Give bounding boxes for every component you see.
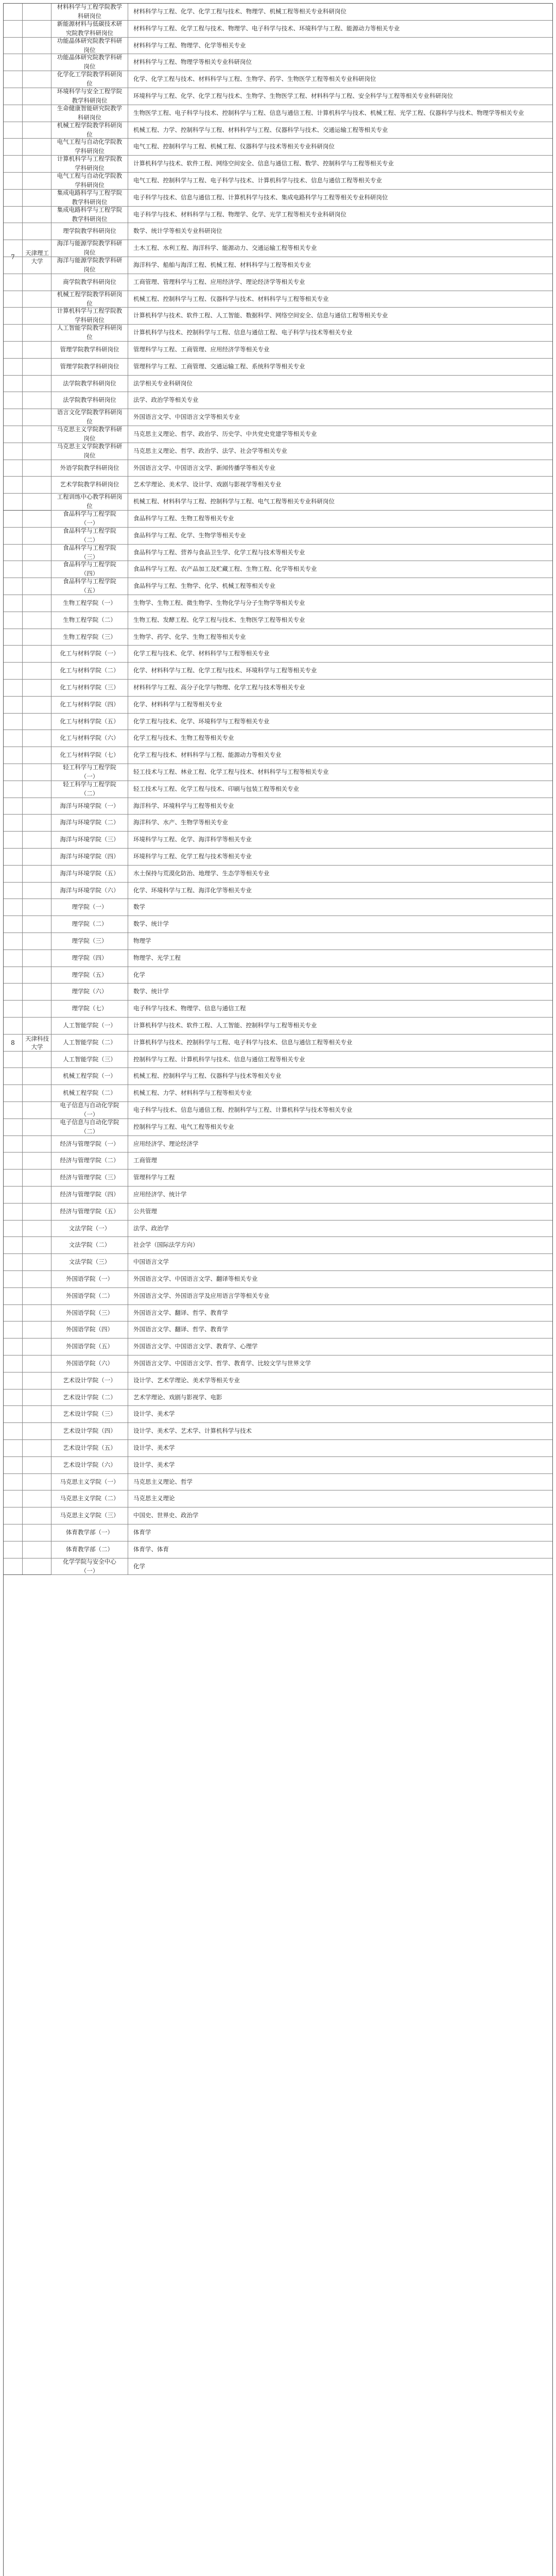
table-row (4, 1288, 552, 1305)
table-row (4, 139, 552, 156)
position-name-cell: 理学院（四） (51, 950, 128, 967)
table-row (4, 1187, 552, 1204)
table-row (4, 173, 552, 190)
position-name-cell: 机械工程学院（一） (51, 1068, 128, 1084)
table-row (4, 1271, 552, 1288)
table-row (4, 612, 552, 629)
major-requirement-cell: 数学 (133, 903, 145, 911)
major-requirement-cell: 法学相关专业科研岗位 (133, 379, 193, 387)
table-row (4, 950, 552, 967)
major-requirement-cell: 海洋科学、水产、生物学等相关专业 (133, 819, 228, 826)
position-name-cell: 电气工程与自动化学院教学科研岗位 (51, 139, 128, 155)
table-row (4, 223, 552, 240)
table-row (4, 240, 552, 257)
major-requirement-cell: 机械工程、控制科学与工程、仪器科学与技术等相关专业 (133, 1072, 282, 1080)
major-requirement-cell: 材料科学与工程、化学、化学工程与技术、物理学、机械工程等相关专业科研岗位 (133, 7, 346, 15)
table-row (4, 883, 552, 900)
table-row (4, 494, 552, 511)
major-requirement-cell: 电子科学与技术、信息与通信工程、计算机科学与技术、集成电路科学与工程等相关专业科研岗位 (133, 193, 388, 201)
table-row (4, 561, 552, 578)
major-requirement-cell: 艺术学理论、戏剧与影视学、电影 (133, 1393, 222, 1401)
major-requirement-cell: 马克思主义理论、哲学 (133, 1478, 193, 1485)
position-name-cell: 经济与管理学院（二） (51, 1153, 128, 1169)
major-requirement-cell: 化学 (133, 1562, 145, 1570)
position-name-cell: 电气工程与自动化学院教学科研岗位 (51, 173, 128, 189)
major-requirement-cell: 环境科学与工程、化学、海洋科学等相关专业 (133, 836, 252, 843)
major-requirement-cell: 电子科学与技术、材料科学与工程、物理学、化学、光学工程等相关专业科研岗位 (133, 210, 346, 218)
table-row (4, 1338, 552, 1355)
table-row (4, 1153, 552, 1170)
position-name-cell: 轻工科学与工程学院（二） (51, 781, 128, 798)
major-requirement-cell: 化学工程与技术、化学、材料科学与工程等相关专业 (133, 650, 270, 657)
position-name-cell: 外国语学院（二） (51, 1288, 128, 1304)
position-name-cell: 食品科学与工程学院（三） (51, 545, 128, 561)
position-name-cell: 理学院（三） (51, 933, 128, 950)
position-name-cell: 管理学院教学科研岗位 (51, 342, 128, 358)
major-requirement-cell: 管理科学与工程、工商管理、应用经济学等相关专业 (133, 345, 270, 353)
major-requirement-cell: 化学 (133, 971, 145, 978)
position-name-cell: 海洋与环境学院（一） (51, 798, 128, 815)
major-requirement-cell: 体育学、体育 (133, 1545, 169, 1553)
major-requirement-cell: 外国语言文学、翻译、哲学、教育学 (133, 1309, 228, 1316)
table-row (4, 443, 552, 460)
table-row (4, 1102, 552, 1119)
major-requirement-cell: 化学工程与技术、化学、环境科学与工程等相关专业 (133, 717, 270, 725)
position-name-cell: 马克思主义学院教学科研岗位 (51, 443, 128, 460)
table-row (4, 697, 552, 714)
major-requirement-cell: 电子科学与技术、信息与通信工程、控制科学与工程、计算机科学与技术等相关专业 (133, 1106, 353, 1113)
position-name-cell: 外国语学院（三） (51, 1305, 128, 1321)
major-requirement-cell: 化学、材料科学与工程等相关专业 (133, 700, 222, 708)
position-name-cell: 人工智能学院（三） (51, 1052, 128, 1068)
position-name-cell: 外国语学院（六） (51, 1355, 128, 1372)
table-row (4, 849, 552, 866)
table-row (4, 815, 552, 832)
position-name-cell: 集成电路科学与工程学院教学科研岗位 (51, 207, 128, 223)
table-row (4, 933, 552, 950)
major-requirement-cell: 材料科学与工程、物理学、化学等相关专业 (133, 41, 246, 49)
position-name-cell: 商学院教学科研岗位 (51, 274, 128, 291)
position-name-cell: 化工与材料学院（一） (51, 646, 128, 662)
position-name-cell: 新能源材料与低碳技术研究院教学科研岗位 (51, 21, 128, 37)
position-name-cell: 艺术设计学院（四） (51, 1423, 128, 1439)
table-row (4, 511, 552, 528)
position-name-cell: 功能晶体研究院教学科研岗位 (51, 54, 128, 71)
major-requirement-cell: 海洋科学、船舶与海洋工程、机械工程、材料科学与工程等相关专业 (133, 261, 311, 268)
major-requirement-cell: 食品科学与工程、营养与食品卫生学、化学工程与技术等相关专业 (133, 548, 305, 556)
table-row (4, 1457, 552, 1474)
major-requirement-cell: 计算机科学与技术、软件工程、人工智能、控制科学与工程等相关专业 (133, 1021, 317, 1029)
table-row (4, 156, 552, 173)
position-name-cell: 化工与材料学院（七） (51, 747, 128, 764)
major-requirement-cell: 计算机科学与技术、控制科学与工程、电子科学与技术、信息与通信工程等相关专业 (133, 1038, 353, 1046)
major-requirement-cell: 外国语言文学、外国语言学及应用语言学等相关专业 (133, 1292, 270, 1299)
major-requirement-cell: 控制科学与工程、电气工程等相关专业 (133, 1123, 234, 1130)
table-row (4, 545, 552, 562)
position-name-cell: 人工智能学院教学科研岗位 (51, 325, 128, 341)
position-name-cell: 海洋与能源学院教学科研岗位 (51, 240, 128, 257)
major-requirement-cell: 设计学、美术学 (133, 1444, 175, 1451)
major-requirement-cell: 环境科学与工程、化学工程与技术等相关专业 (133, 852, 252, 860)
table-row (4, 342, 552, 359)
major-requirement-cell: 设计学、美术学 (133, 1461, 175, 1468)
table-row (4, 1221, 552, 1238)
position-name-cell: 体育教学部（二） (51, 1541, 128, 1558)
position-name-cell: 艺术设计学院（三） (51, 1406, 128, 1422)
table-row (4, 1372, 552, 1389)
table-row (4, 1001, 552, 1018)
major-requirement-cell: 机械工程、力学、控制科学与工程、材料科学与工程、仪器科学与技术、交通运输工程等相关专业 (133, 126, 388, 133)
major-requirement-cell: 化学、化学工程与技术、材料科学与工程、生物学、药学、生物医学工程等相关专业科研岗位 (133, 75, 376, 83)
table-row (4, 781, 552, 798)
table-row (4, 1474, 552, 1491)
major-requirement-cell: 工商管理、管理科学与工程、应用经济学、理论经济学等相关专业 (133, 278, 305, 285)
table-row (4, 663, 552, 680)
table-row (4, 325, 552, 342)
table-row (4, 105, 552, 122)
table-row (4, 578, 552, 595)
major-requirement-cell: 食品科学与工程、化学、生物学等相关专业 (133, 531, 246, 539)
position-name-cell: 生命健康智能研究院教学科研岗位 (51, 105, 128, 122)
table-row (4, 1389, 552, 1406)
major-requirement-cell: 数学、统计学 (133, 988, 169, 995)
position-name-cell: 文法学院（二） (51, 1237, 128, 1253)
major-requirement-cell: 应用经济学、理论经济学 (133, 1140, 199, 1147)
position-name-cell: 海洋与环境学院（二） (51, 815, 128, 831)
major-requirement-cell: 数学、统计学等相关专业科研岗位 (133, 227, 222, 235)
table-row (4, 866, 552, 883)
position-name-cell: 集成电路科学与工程学院教学科研岗位 (51, 190, 128, 206)
major-requirement-cell: 马克思主义理论 (133, 1495, 175, 1502)
table-row (4, 1170, 552, 1187)
table-row (4, 1068, 552, 1085)
table-row (4, 916, 552, 933)
table-row (4, 967, 552, 984)
major-requirement-cell: 材料科学与工程、物理学等相关专业科研岗位 (133, 58, 252, 66)
major-requirement-cell: 生物学、生物工程、微生物学、生物化学与分子生物学等相关专业 (133, 599, 305, 606)
table-row (4, 1254, 552, 1271)
major-requirement-cell: 设计学、艺术学理论、美术学等相关专业 (133, 1376, 240, 1384)
table-row (4, 376, 552, 393)
major-requirement-cell: 电气工程、控制科学与工程、机械工程、仪器科学与技术等相关专业科研岗位 (133, 143, 335, 150)
table-row (4, 71, 552, 88)
table-row (4, 426, 552, 443)
position-name-cell: 化工与材料学院（二） (51, 663, 128, 679)
major-requirement-cell: 轻工技术与工程、化学工程与技术、印刷与包装工程等相关专业 (133, 785, 299, 792)
position-name-cell: 艺术学院教学科研岗位 (51, 477, 128, 493)
major-requirement-cell: 生物医学工程、电子科学与技术、控制科学与工程、信息与通信工程、计算机科学与技术、机械工程、光学工程、仪器科学与技术、物理学等相关专业 (133, 109, 524, 116)
table-row (4, 1524, 552, 1541)
school-number: 7 (11, 253, 15, 261)
position-name-cell: 管理学院教学科研岗位 (51, 359, 128, 375)
position-name-cell: 理学院（七） (51, 1001, 128, 1017)
major-requirement-cell: 食品科学与工程、生物学、化学、机械工程等相关专业 (133, 582, 275, 590)
position-name-cell: 电子信息与自动化学院（二） (51, 1119, 128, 1136)
position-name-cell: 外国语学院（一） (51, 1271, 128, 1287)
major-requirement-cell: 机械工程、控制科学与工程、仪器科学与技术、材料科学与工程等相关专业 (133, 295, 329, 302)
position-name-cell: 食品科学与工程学院（一） (51, 511, 128, 527)
major-requirement-cell: 中国史、世界史、政治学 (133, 1512, 199, 1519)
major-requirement-cell: 马克思主义理论、哲学、政治学、历史学、中共党史党建学等相关专业 (133, 430, 317, 437)
position-name-cell: 轻工科学与工程学院（一） (51, 764, 128, 781)
major-requirement-cell: 管理科学与工程、工商管理、交通运输工程、系统科学等相关专业 (133, 362, 305, 370)
table-row (4, 1052, 552, 1069)
major-requirement-cell: 外国语言文学、中国语言文学、新闻传播学等相关专业 (133, 464, 275, 471)
major-requirement-cell: 物理学、光学工程 (133, 954, 181, 961)
position-name-cell: 语言文化学院教学科研岗位 (51, 409, 128, 426)
table-row (4, 1085, 552, 1102)
position-name-cell: 艺术设计学院（六） (51, 1457, 128, 1473)
table-row (4, 1119, 552, 1136)
school-name: 天津理工大学 (22, 4, 51, 510)
major-requirement-cell: 计算机科学与技术、软件工程、网络空间安全、信息与通信工程、数学、控制科学与工程等相关专业 (133, 160, 394, 167)
major-requirement-cell: 外国语言文学、中国语言文学、哲学、教育学、比较文学与世界文学 (133, 1359, 311, 1367)
table-row (4, 899, 552, 916)
position-name-cell: 外国语学院（五） (51, 1338, 128, 1355)
position-name-cell: 化工与材料学院（三） (51, 680, 128, 696)
table-row (4, 392, 552, 409)
table-row (4, 1018, 552, 1035)
table-row (4, 359, 552, 376)
table-row (4, 1355, 552, 1372)
position-name-cell: 法学院教学科研岗位 (51, 392, 128, 409)
table-row (4, 1490, 552, 1507)
position-name-cell: 经济与管理学院（一） (51, 1136, 128, 1153)
position-name-cell: 食品科学与工程学院（四） (51, 561, 128, 578)
major-requirement-cell: 控制科学与工程、计算机科学与技术、信息与通信工程等相关专业 (133, 1055, 305, 1063)
position-name-cell: 海洋与环境学院（三） (51, 832, 128, 848)
position-name-cell: 计算机科学与工程学院教学科研岗位 (51, 308, 128, 324)
position-name-cell: 生物工程学院（一） (51, 595, 128, 612)
position-name-cell: 马克思主义学院教学科研岗位 (51, 426, 128, 443)
major-requirement-cell: 材料科学与工程、高分子化学与物理、化学工程与技术等相关专业 (133, 683, 305, 691)
position-name-cell: 人工智能学院（二） (51, 1035, 128, 1051)
major-requirement-cell: 电子科学与技术、物理学、信息与通信工程 (133, 1005, 246, 1012)
major-requirement-cell: 机械工程、力学、材料科学与工程等相关专业 (133, 1089, 252, 1097)
major-requirement-cell: 食品科学与工程、农产品加工及贮藏工程、生物工程、化学等相关专业 (133, 565, 317, 573)
position-name-cell: 马克思主义学院（三） (51, 1507, 128, 1524)
major-requirement-cell: 生物学、药学、化学、生物工程等相关专业 (133, 633, 246, 640)
table-row (4, 1406, 552, 1423)
position-name-cell: 化学学院与安全中心（一） (51, 1558, 128, 1575)
table-row (4, 1541, 552, 1558)
table-row (4, 1558, 552, 1575)
major-requirement-cell: 海洋科学、环境科学与工程等相关专业 (133, 802, 234, 809)
position-name-cell: 功能晶体研究院教学科研岗位 (51, 38, 128, 54)
major-requirement-cell: 化学、材料科学与工程、化学工程与技术、环境科学与工程等相关专业 (133, 667, 317, 674)
table-row (4, 764, 552, 781)
major-requirement-cell: 生物工程、发酵工程、化学工程与技术、生物医学工程等相关专业 (133, 616, 305, 623)
school-number: 8 (11, 1039, 15, 1046)
major-requirement-cell: 计算机科学与技术、控制科学与工程、信息与通信工程、电子科学与技术等相关专业 (133, 329, 353, 336)
position-name-cell: 经济与管理学院（四） (51, 1187, 128, 1203)
position-name-cell: 化学化工学院教学科研岗位 (51, 71, 128, 88)
table-row (4, 730, 552, 747)
major-requirement-cell: 食品科学与工程、生物工程等相关专业 (133, 514, 234, 522)
table-row (4, 257, 552, 274)
major-requirement-cell: 中国语言文学 (133, 1258, 169, 1266)
major-requirement-cell: 社会学（国际法学方向） (133, 1241, 199, 1249)
table-row (4, 308, 552, 325)
major-requirement-cell: 水土保持与荒漠化防治、地理学、生态学等相关专业 (133, 869, 270, 877)
position-name-cell: 文法学院（三） (51, 1254, 128, 1270)
position-name-cell: 理学院（一） (51, 899, 128, 916)
position-name-cell: 艺术设计学院（五） (51, 1440, 128, 1456)
major-requirement-cell: 外国语言文学、中国语言文学、教育学、心理学 (133, 1343, 258, 1350)
school-name: 天津科技大学 (22, 511, 51, 1574)
position-name-cell: 计算机科学与工程学院教学科研岗位 (51, 156, 128, 172)
table-row (4, 1136, 552, 1153)
major-requirement-cell: 管理科学与工程 (133, 1174, 175, 1181)
major-requirement-cell: 外国语言文学、中国语言文学等相关专业 (133, 413, 240, 421)
position-name-cell: 理学院（五） (51, 967, 128, 984)
table-row (4, 1237, 552, 1254)
major-requirement-cell: 应用经济学、统计学 (133, 1190, 187, 1198)
table-row (4, 88, 552, 105)
position-name-cell: 海洋与能源学院教学科研岗位 (51, 257, 128, 274)
table-row (4, 409, 552, 426)
position-name-cell: 理学院（六） (51, 984, 128, 1000)
table-row (4, 680, 552, 697)
position-name-cell: 海洋与环境学院（六） (51, 883, 128, 899)
major-requirement-cell: 土木工程、水利工程、海洋科学、能源动力、交通运输工程等相关专业 (133, 244, 317, 252)
position-name-cell: 艺术设计学院（一） (51, 1372, 128, 1389)
table-row (4, 190, 552, 207)
major-requirement-cell: 设计学、美术学、艺术学、计算机科学与技术 (133, 1427, 252, 1435)
table-row (4, 1507, 552, 1524)
major-requirement-cell: 艺术学理论、美术学、设计学、戏剧与影视学等相关专业 (133, 481, 282, 488)
major-requirement-cell: 法学、政治学 (133, 1224, 169, 1232)
table-row (4, 477, 552, 494)
table-row (4, 460, 552, 477)
table-row (4, 747, 552, 764)
table-row (4, 1440, 552, 1457)
position-name-cell: 食品科学与工程学院（五） (51, 578, 128, 595)
position-name-cell: 环境科学与安全工程学院教学科研岗位 (51, 88, 128, 105)
table-row (4, 21, 552, 38)
major-requirement-cell: 轻工技术与工程、林业工程、化学工程与技术、材料科学与工程等相关专业 (133, 768, 329, 775)
table-row (4, 832, 552, 849)
position-name-cell: 化工与材料学院（四） (51, 697, 128, 713)
position-name-cell: 机械工程学院教学科研岗位 (51, 291, 128, 308)
table-row (4, 714, 552, 731)
major-requirement-cell: 机械工程、材料科学与工程、控制科学与工程、电气工程等相关专业科研岗位 (133, 498, 335, 505)
major-requirement-cell: 工商管理 (133, 1157, 157, 1164)
position-name-cell: 经济与管理学院（五） (51, 1204, 128, 1220)
position-name-cell: 工程训练中心教学科研岗位 (51, 494, 128, 510)
position-name-cell: 材料科学与工程学院教学科研岗位 (51, 4, 128, 20)
table-row (4, 122, 552, 139)
position-name-cell: 马克思主义学院（二） (51, 1490, 128, 1507)
position-name-cell: 电子信息与自动化学院（一） (51, 1102, 128, 1118)
recruitment-table (3, 3, 553, 2576)
table-row (4, 1204, 552, 1221)
major-requirement-cell: 公共管理 (133, 1207, 157, 1215)
position-name-cell: 海洋与环境学院（五） (51, 866, 128, 882)
position-name-cell: 马克思主义学院（一） (51, 1474, 128, 1490)
table-row (4, 54, 552, 71)
position-name-cell: 文法学院（一） (51, 1221, 128, 1237)
major-requirement-cell: 数学、统计学 (133, 920, 169, 928)
position-name-cell: 体育教学部（一） (51, 1524, 128, 1541)
table-row (4, 646, 552, 663)
school-group (4, 4, 51, 511)
school-group (4, 511, 51, 1575)
table-row (4, 274, 552, 291)
position-name-cell: 化工与材料学院（六） (51, 730, 128, 747)
table-row (4, 4, 552, 21)
table-row (4, 1321, 552, 1338)
table-row (4, 595, 552, 612)
position-name-cell: 艺术设计学院（二） (51, 1389, 128, 1406)
major-requirement-cell: 环境科学与工程、化学、化学工程与技术、生物学、生物医学工程、材料科学与工程、安全科学与工程等相关专业科研岗位 (133, 92, 453, 99)
position-name-cell: 食品科学与工程学院（二） (51, 528, 128, 544)
table-row (4, 1423, 552, 1440)
table-row (4, 1035, 552, 1052)
position-name-cell: 生物工程学院（二） (51, 612, 128, 629)
major-requirement-cell: 计算机科学与技术、软件工程、人工智能、数据科学、网络空间安全、信息与通信工程等相关专业 (133, 312, 388, 319)
major-requirement-cell: 材料科学与工程、化学工程与技术、物理学、电子科学与技术、环境科学与工程、能源动力等相关专业 (133, 24, 400, 32)
major-requirement-cell: 化学工程与技术、材料科学与工程、能源动力等相关专业 (133, 751, 282, 759)
table-row (4, 629, 552, 646)
major-requirement-cell: 电气工程、控制科学与工程、电子科学与技术、计算机科学与技术、信息与通信工程等相关专业 (133, 176, 382, 184)
major-requirement-cell: 设计学、美术学 (133, 1410, 175, 1418)
position-name-cell: 机械工程学院教学科研岗位 (51, 122, 128, 139)
position-name-cell: 生物工程学院（三） (51, 629, 128, 646)
position-name-cell: 法学院教学科研岗位 (51, 376, 128, 392)
major-requirement-cell: 化学、环境科学与工程、海洋化学等相关专业 (133, 886, 252, 894)
table-row (4, 798, 552, 815)
position-name-cell: 化工与材料学院（五） (51, 714, 128, 730)
major-requirement-cell: 法学、政治学等相关专业 (133, 396, 199, 404)
position-name-cell: 经济与管理学院（三） (51, 1170, 128, 1186)
position-name-cell: 人工智能学院（一） (51, 1018, 128, 1034)
position-name-cell: 外语学院教学科研岗位 (51, 460, 128, 477)
position-name-cell: 理学院教学科研岗位 (51, 223, 128, 240)
position-name-cell: 外国语学院（四） (51, 1321, 128, 1338)
table-row (4, 38, 552, 55)
position-name-cell: 机械工程学院（二） (51, 1085, 128, 1101)
major-requirement-cell: 外国语言文学、翻译、哲学、教育学 (133, 1326, 228, 1333)
major-requirement-cell: 化学工程与技术、生物工程等相关专业 (133, 734, 234, 742)
table-row (4, 528, 552, 545)
table-row (4, 291, 552, 308)
position-name-cell: 海洋与环境学院（四） (51, 849, 128, 865)
position-name-cell: 理学院（二） (51, 916, 128, 933)
major-requirement-cell: 体育学 (133, 1528, 151, 1536)
major-requirement-cell: 外国语言文学、中国语言文学、翻译等相关专业 (133, 1275, 258, 1282)
table-row (4, 207, 552, 224)
major-requirement-cell: 物理学 (133, 937, 151, 944)
table-row (4, 1305, 552, 1322)
major-requirement-cell: 马克思主义理论、哲学、政治学、法学、社会学等相关专业 (133, 447, 287, 454)
table-row (4, 984, 552, 1001)
